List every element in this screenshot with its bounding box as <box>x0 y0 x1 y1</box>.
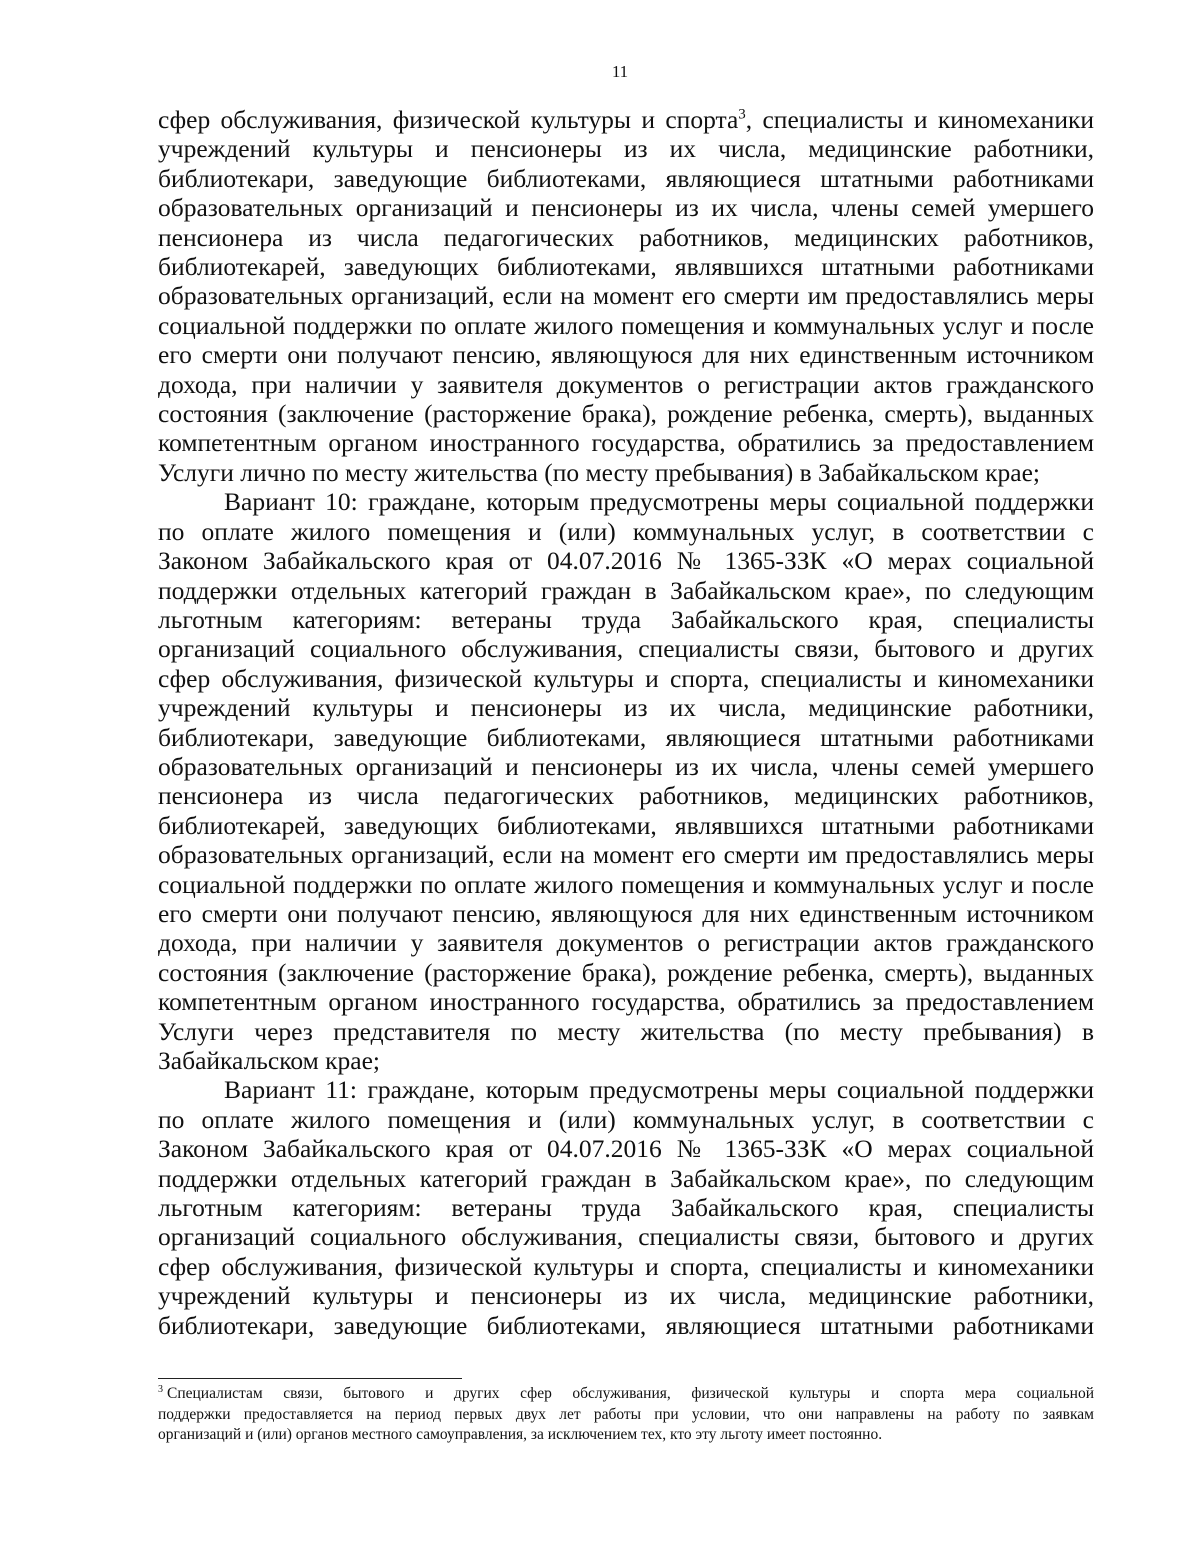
text-line: его смерти они получают пенсию, являющуюся для них единственным источником <box>158 898 1094 928</box>
text-line: льготным категориям: ветераны труда Забайкальского края, специалисты <box>158 1193 1094 1223</box>
text-line: библиотекарей, заведующих библиотеками, являвшихся штатными работниками <box>158 810 1094 840</box>
text-line <box>158 105 1094 134</box>
text-line: социальной поддержки по оплате жилого помещения и коммунальных услуг и после <box>158 869 1094 899</box>
text-line: состояния (заключение (расторжение брака), рождение ребенка, смерть), выданных <box>158 957 1094 987</box>
text-line: библиотекари, заведующие библиотеками, являющиеся штатными работниками <box>158 722 1094 752</box>
body-text <box>158 105 1094 1340</box>
paragraph-continuation <box>158 105 1094 487</box>
text-line: Вариант 10: граждане, которым предусмотрены меры социальной поддержки <box>224 487 1094 517</box>
text-line: учреждений культуры и пенсионеры из их числа, медицинские работники, <box>158 1281 1094 1311</box>
text-line: пенсионера из числа педагогических работников, медицинских работников, <box>158 222 1094 252</box>
text-line: состояния (заключение (расторжение брака), рождение ребенка, смерть), выданных <box>158 399 1094 429</box>
text-line: Законом Забайкальского края от 04.07.2016 № 1365-ЗЗК «О мерах социальной <box>158 1134 1094 1164</box>
footnote-reference: 3 <box>738 106 746 123</box>
text-line: образовательных организаций, если на момент его смерти им предоставлялись меры <box>158 281 1094 311</box>
text-line: дохода, при наличии у заявителя документов о регистрации актов гражданского <box>158 369 1094 399</box>
text-line: Услуги лично по месту жительства (по месту пребывания) в Забайкальском крае; <box>158 457 1041 487</box>
footnote-mark: 3 <box>158 1383 163 1395</box>
text-line: его смерти они получают пенсию, являющуюся для них единственным источником <box>158 340 1094 370</box>
footnote <box>158 1384 1094 1446</box>
text-line: Законом Забайкальского края от 04.07.2016 № 1365-ЗЗК «О мерах социальной <box>158 546 1094 576</box>
text-line: поддержки отдельных категорий граждан в Забайкальском крае», по следующим <box>158 1163 1094 1193</box>
text-line: библиотекари, заведующие библиотеками, являющиеся штатными работниками <box>158 1310 1094 1340</box>
footnote-line: организаций и (или) органов местного самоуправления, за исключением тех, кто эту льготу имеет постоянно. <box>158 1426 883 1443</box>
text-line: по оплате жилого помещения и (или) коммунальных услуг, в соответствии с <box>158 516 1094 546</box>
text-line: Услуги через представителя по месту жительства (по месту пребывания) в <box>158 1016 1094 1046</box>
text-line: социальной поддержки по оплате жилого помещения и коммунальных услуг и после <box>158 310 1094 340</box>
text-line: сфер обслуживания, физической культуры и спорта, специалисты и киномеханики <box>158 1251 1094 1281</box>
text-line: библиотекари, заведующие библиотеками, являющиеся штатными работниками <box>158 163 1094 193</box>
text-line: компетентным органом иностранного государства, обратились за предоставлением <box>158 987 1094 1017</box>
text-fragment: Специалистам связи, бытового и других сфер обслуживания, физической культуры и спорта мера социальной <box>167 1385 1094 1402</box>
text-line: учреждений культуры и пенсионеры из их числа, медицинские работники, <box>158 693 1094 723</box>
text-line: дохода, при наличии у заявителя документов о регистрации актов гражданского <box>158 928 1094 958</box>
paragraph-variant-11 <box>158 1075 1094 1340</box>
footnote-line <box>158 1384 1094 1405</box>
text-line: образовательных организаций и пенсионеры из их числа, члены семей умершего <box>158 751 1094 781</box>
text-line: по оплате жилого помещения и (или) коммунальных услуг, в соответствии с <box>158 1104 1094 1134</box>
text-line: компетентным органом иностранного государства, обратились за предоставлением <box>158 428 1094 458</box>
paragraph-variant-10 <box>158 487 1094 1075</box>
footnote-line: поддержки предоставляется на период первых двух лет работы при условии, что они направлены на работу по заявкам <box>158 1405 1094 1423</box>
footnote-divider <box>158 1378 462 1379</box>
text-line: пенсионера из числа педагогических работников, медицинских работников, <box>158 781 1094 811</box>
text-line: Забайкальском крае; <box>158 1046 380 1075</box>
text-fragment: сфер обслуживания, физической культуры и спорта <box>158 105 739 134</box>
text-line: поддержки отдельных категорий граждан в Забайкальском крае», по следующим <box>158 575 1094 605</box>
text-line: учреждений культуры и пенсионеры из их числа, медицинские работники, <box>158 134 1094 164</box>
page-number: 11 <box>611 62 629 81</box>
text-line: образовательных организаций и пенсионеры из их числа, члены семей умершего <box>158 193 1094 223</box>
text-line: льготным категориям: ветераны труда Забайкальского края, специалисты <box>158 604 1094 634</box>
text-line: организаций социального обслуживания, специалисты связи, бытового и других <box>158 634 1094 664</box>
text-line: библиотекарей, заведующих библиотеками, являвшихся штатными работниками <box>158 252 1094 282</box>
text-line: Вариант 11: граждане, которым предусмотрены меры социальной поддержки <box>224 1075 1094 1105</box>
text-line: сфер обслуживания, физической культуры и спорта, специалисты и киномеханики <box>158 663 1094 693</box>
text-line: образовательных организаций, если на момент его смерти им предоставлялись меры <box>158 840 1094 870</box>
text-fragment: , специалисты и киномеханики <box>745 105 1094 134</box>
text-line: организаций социального обслуживания, специалисты связи, бытового и других <box>158 1222 1094 1252</box>
